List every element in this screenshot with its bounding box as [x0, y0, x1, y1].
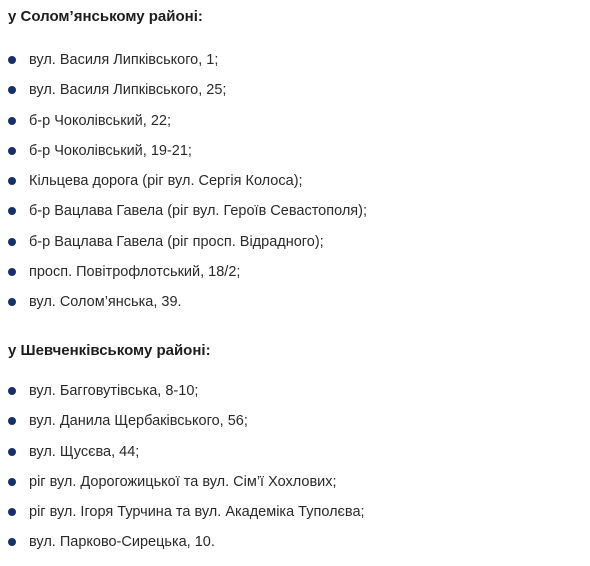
bullet-icon: [8, 117, 16, 125]
address-text: Кільцева дорога (ріг вул. Сергія Колоса);: [29, 173, 303, 190]
address-list-solomianskyi: [8, 50, 367, 323]
list-item: [8, 141, 367, 171]
bullet-icon: [8, 508, 16, 516]
list-item: [8, 201, 367, 231]
address-text: вул. Василя Липківського, 25;: [29, 82, 227, 99]
address-text: вул. Василя Липківського, 1;: [29, 52, 219, 68]
section-heading-solomianskyi: у Солом’янському районі:: [8, 8, 203, 25]
address-text: вул. Парково-Сирецька, 10.: [29, 534, 215, 551]
address-text: вул. Солом’янська, 39.: [29, 294, 182, 311]
list-item: [8, 80, 367, 110]
list-item: [8, 292, 367, 322]
address-text: вул. Щусєва, 44;: [29, 443, 140, 460]
bullet-icon: [8, 147, 16, 155]
address-text: просп. Повітрофлотський, 18/2;: [29, 264, 241, 281]
list-item: [8, 442, 365, 472]
bullet-icon: [8, 448, 16, 456]
list-item: [8, 262, 367, 292]
bullet-icon: [8, 538, 16, 546]
list-item: [8, 50, 367, 80]
list-item: [8, 171, 367, 201]
address-list-shevchenkivskyi: [8, 381, 365, 563]
list-item: [8, 381, 365, 411]
list-item: [8, 232, 367, 262]
list-item: [8, 502, 365, 532]
bullet-icon: [8, 207, 16, 215]
address-text: ріг вул. Дорогожицької та вул. Сім’ї Хохлових;: [29, 473, 337, 490]
address-text: вул. Багговутівська, 8-10;: [29, 383, 199, 399]
bullet-icon: [8, 86, 16, 94]
address-text: б-р Вацлава Гавела (ріг просп. Відрадного);: [29, 233, 324, 250]
list-item: [8, 472, 365, 502]
bullet-icon: [8, 268, 16, 276]
address-text: б-р Вацлава Гавела (ріг вул. Героїв Севастополя);: [29, 203, 368, 220]
address-text: б-р Чоколівський, 19-21;: [29, 142, 192, 159]
bullet-icon: [8, 56, 16, 64]
bullet-icon: [8, 387, 16, 395]
address-text: вул. Данила Щербаківського, 56;: [29, 413, 248, 430]
address-text: ріг вул. Ігоря Турчина та вул. Академіка Туполєва;: [29, 504, 365, 521]
list-item: [8, 532, 365, 562]
bullet-icon: [8, 298, 16, 306]
address-text: б-р Чоколівський, 22;: [29, 112, 171, 129]
list-item: [8, 411, 365, 441]
bullet-icon: [8, 238, 16, 246]
bullet-icon: [8, 177, 16, 185]
list-item: [8, 111, 367, 141]
bullet-icon: [8, 478, 16, 486]
bullet-icon: [8, 417, 16, 425]
section-heading-shevchenkivskyi: у Шевченківському районі:: [8, 342, 211, 359]
